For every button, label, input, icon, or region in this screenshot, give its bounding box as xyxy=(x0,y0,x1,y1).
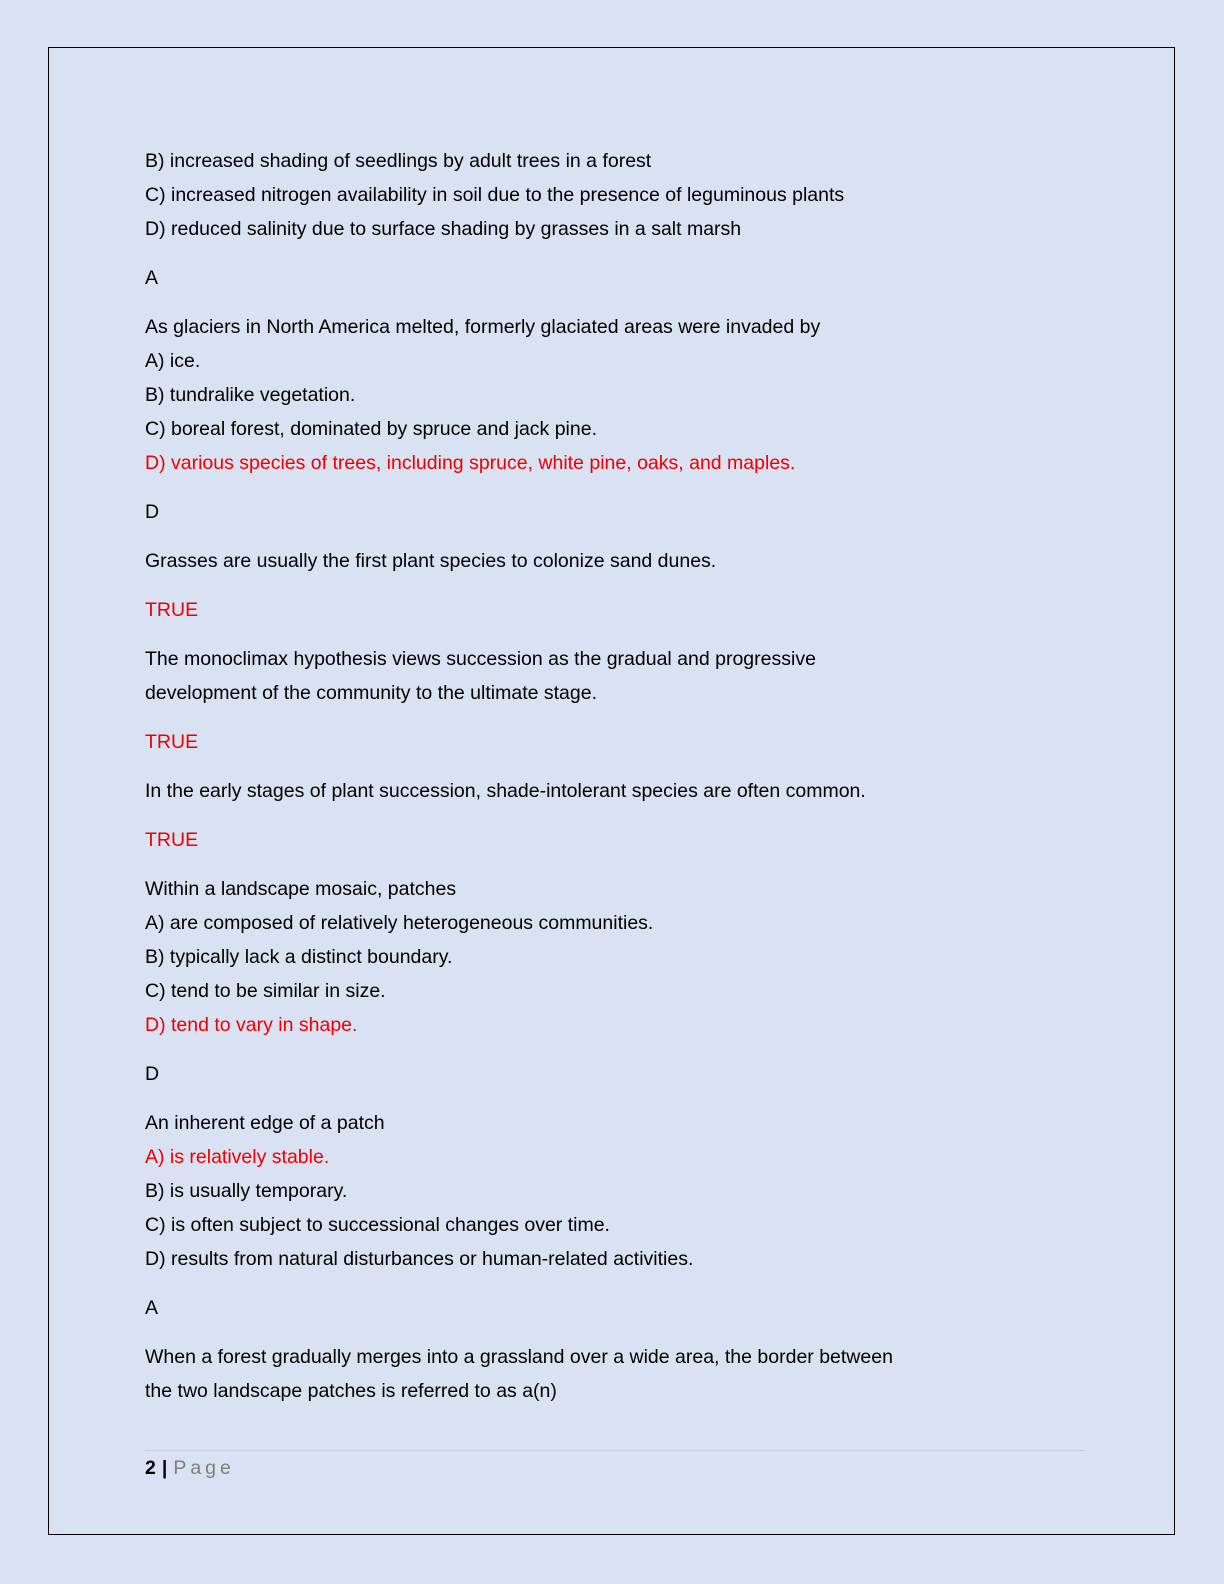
text-line: development of the community to the ultimate stage. xyxy=(145,682,597,704)
footer-divider xyxy=(145,1450,1085,1451)
text-line: B) tundralike vegetation. xyxy=(145,384,356,406)
answer-line-highlighted: D) various species of trees, including spruce, white pine, oaks, and maples. xyxy=(145,452,796,474)
text-line: D) reduced salinity due to surface shading by grasses in a salt marsh xyxy=(145,218,742,240)
text-block xyxy=(145,1291,1045,1325)
text-block xyxy=(145,1057,1045,1091)
text-line: C) boreal forest, dominated by spruce and jack pine. xyxy=(145,418,597,440)
answer-line-highlighted: TRUE xyxy=(145,829,199,851)
text-line: B) increased shading of seedlings by adult trees in a forest xyxy=(145,150,652,172)
text-line: Within a landscape mosaic, patches xyxy=(145,878,457,900)
text-block xyxy=(145,823,1045,857)
text-line: A xyxy=(145,1297,159,1319)
answer-line-highlighted: D) tend to vary in shape. xyxy=(145,1014,358,1036)
text-block xyxy=(145,1340,1045,1408)
text-line: As glaciers in North America melted, formerly glaciated areas were invaded by xyxy=(145,316,821,338)
text-line: In the early stages of plant succession, shade-intolerant species are often common. xyxy=(145,780,866,802)
text-block xyxy=(145,495,1045,529)
text-line: the two landscape patches is referred to as a(n) xyxy=(145,1380,557,1402)
text-block xyxy=(145,144,1045,246)
text-line: The monoclimax hypothesis views succession as the gradual and progressive xyxy=(145,648,816,670)
text-line: C) increased nitrogen availability in soil due to the presence of leguminous plants xyxy=(145,184,845,206)
text-line: D) results from natural disturbances or human-related activities. xyxy=(145,1248,694,1270)
footer-separator: | xyxy=(161,1457,168,1479)
page-number: 2 xyxy=(145,1457,156,1479)
answer-line-highlighted: TRUE xyxy=(145,731,199,753)
text-block xyxy=(145,725,1045,759)
text-line: A) are composed of relatively heterogeneous communities. xyxy=(145,912,654,934)
text-block xyxy=(145,593,1045,627)
text-block xyxy=(145,544,1045,578)
text-line: A xyxy=(145,267,159,289)
text-block xyxy=(145,310,1045,480)
page-footer xyxy=(145,1453,235,1483)
text-line: A) ice. xyxy=(145,350,201,372)
text-block xyxy=(145,774,1045,808)
text-block xyxy=(145,261,1045,295)
text-line: Grasses are usually the first plant species to colonize sand dunes. xyxy=(145,550,717,572)
text-line: C) tend to be similar in size. xyxy=(145,980,386,1002)
document-body xyxy=(145,144,1045,1423)
text-line: B) is usually temporary. xyxy=(145,1180,348,1202)
text-line: An inherent edge of a patch xyxy=(145,1112,385,1134)
answer-line-highlighted: A) is relatively stable. xyxy=(145,1146,330,1168)
text-line: B) typically lack a distinct boundary. xyxy=(145,946,453,968)
text-line: C) is often subject to successional changes over time. xyxy=(145,1214,610,1236)
page-label: Page xyxy=(173,1457,235,1479)
text-block xyxy=(145,1106,1045,1276)
text-line: When a forest gradually merges into a grassland over a wide area, the border between xyxy=(145,1346,893,1368)
text-block xyxy=(145,642,1045,710)
text-block xyxy=(145,872,1045,1042)
answer-line-highlighted: TRUE xyxy=(145,599,199,621)
text-line: D xyxy=(145,501,160,523)
text-line: D xyxy=(145,1063,160,1085)
